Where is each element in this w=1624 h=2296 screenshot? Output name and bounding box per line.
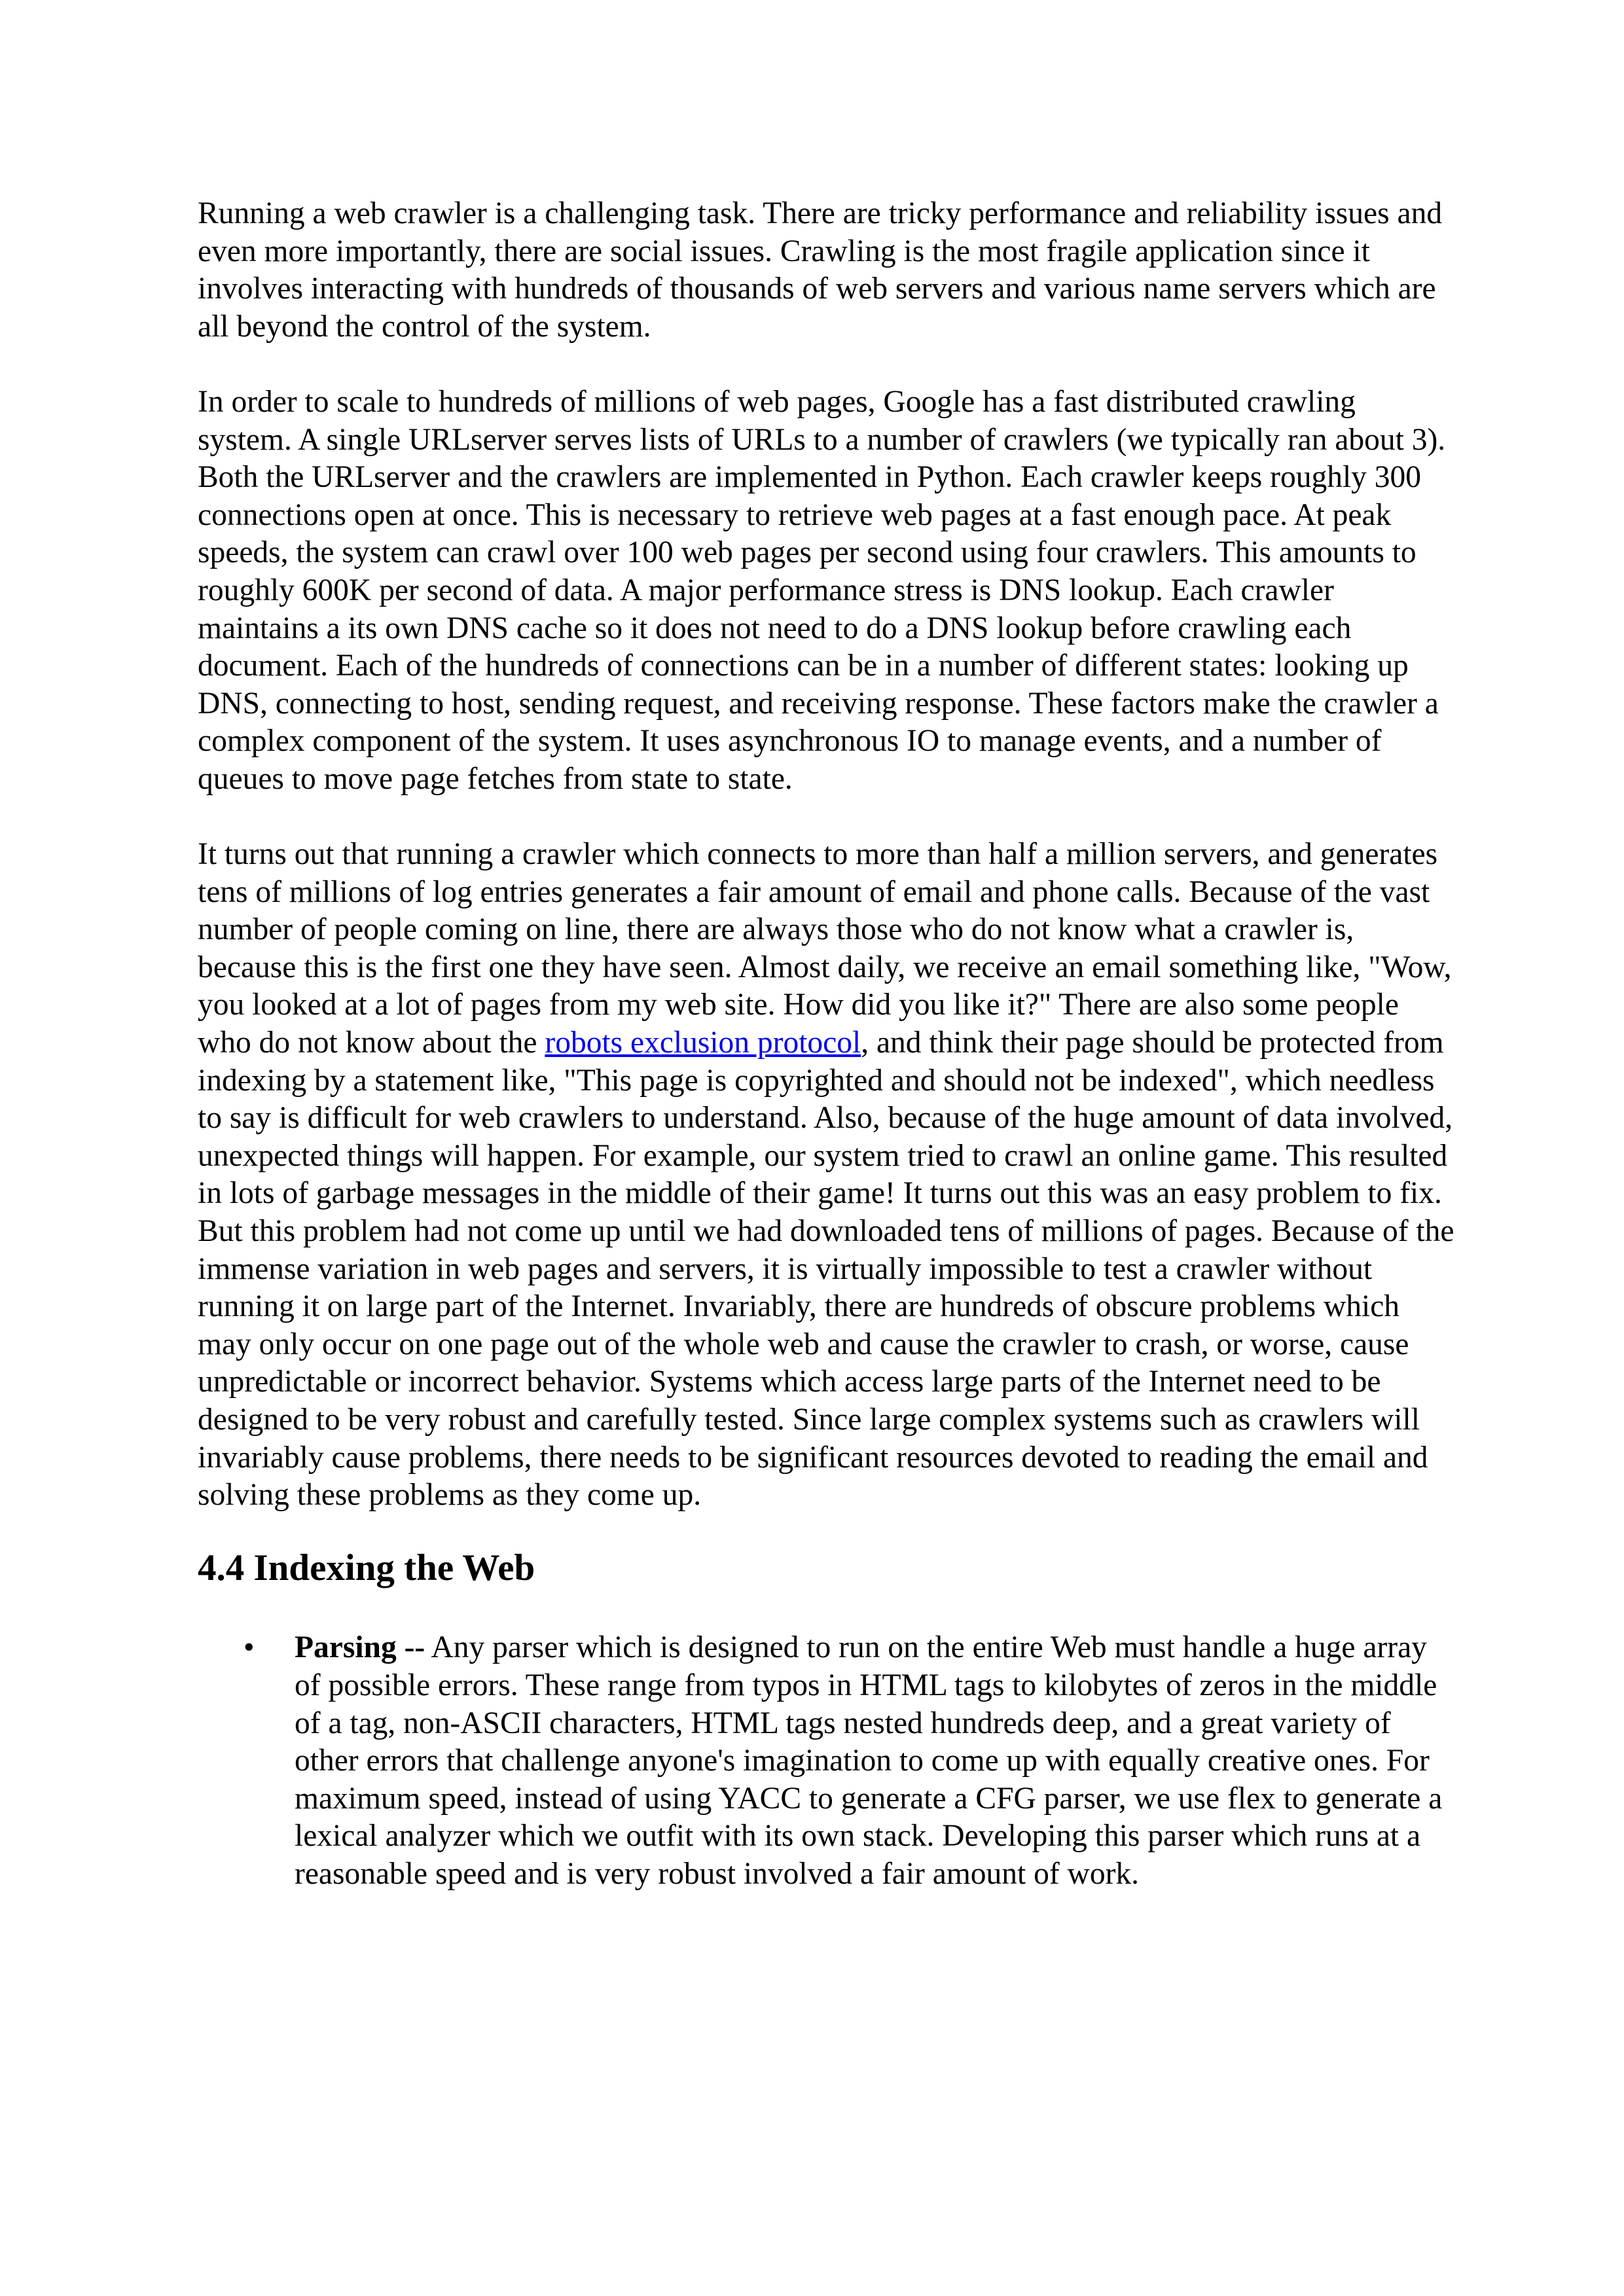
section-heading: 4.4 Indexing the Web bbox=[198, 1547, 535, 1589]
paragraph-crawler-challenges: Running a web crawler is a challenging task. There are tricky performance and reliability issues and even more importantly, there are social issues. Crawling is the most fragile application since it involves interacting with hundreds of thousands of web servers and various name servers which are all beyond the control of the system. bbox=[198, 196, 1443, 344]
list-item bbox=[198, 1629, 1454, 1893]
paragraph-text-after-link: , and think their page should be protected from indexing by a statement like, "This page is copyrighted and should not be indexed", which needless to say is difficult for web crawlers to understand. Also, because of the huge amount of data involved, unexpected things will happen. For example, our system tried to crawl an online game. This resulted in lots of garbage messages in the middle of their game! It turns out this was an easy problem to fix. But this problem had not come up until we had downloaded tens of millions of pages. Because of the immense variation in web pages and servers, it is virtually impossible to test a crawler without running it on large part of the Internet. Invariably, there are hundreds of obscure problems which may only occur on one page out of the whole web and cause the crawler to crash, or worse, cause unpredictable or incorrect behavior. Systems which access large parts of the Internet need to be designed to be very robust and carefully tested. Since large complex systems such as crawlers will invariably cause problems, there needs to be significant resources devoted to reading the email and solving these problems as they come up. bbox=[198, 1026, 1454, 1513]
paragraph-social-issues bbox=[198, 836, 1454, 1515]
bullet-icon: • bbox=[244, 1630, 255, 1665]
robots-exclusion-protocol-link[interactable]: robots exclusion protocol bbox=[545, 1026, 861, 1060]
list-item-text: Any parser which is designed to run on the entire Web must handle a huge array of possible errors. These range from typos in HTML tags to kilobytes of zeros in the middle of a tag, non-ASCII characters, HTML tags nested hundreds deep, and a great variety of other errors that challenge anyone's imagination to come up with equally creative ones. For maximum speed, instead of using YACC to generate a CFG parser, we use flex to generate a lexical analyzer which we outfit with its own stack. Developing this parser which runs at a reasonable speed and is very robust involved a fair amount of work. bbox=[295, 1630, 1443, 1891]
paragraph-distributed-crawling: In order to scale to hundreds of millions of web pages, Google has a fast distributed crawling system. A single URLserver serves lists of URLs to a number of crawlers (we typically ran about 3). Both the URLserver and the crawlers are implemented in Python. Each crawler keeps roughly 300 connections open at once. This is necessary to retrieve web pages at a fast enough pace. At peak speeds, the system can crawl over 100 web pages per second using four crawlers. This amounts to roughly 600K per second of data. A major performance stress is DNS lookup. Each crawler maintains a its own DNS cache so it does not need to do a DNS lookup before crawling each document. Each of the hundreds of connections can be in a number of different states: looking up DNS, connecting to host, sending request, and receiving response. These factors make the crawler a complex component of the system. It uses asynchronous IO to manage events, and a number of queues to move page fetches from state to state. bbox=[198, 384, 1446, 796]
document-page bbox=[198, 195, 1454, 1893]
paragraph-text-before-link: It turns out that running a crawler which connects to more than half a million servers, and generates tens of millions of log entries generates a fair amount of email and phone calls. Because of the vast number of people coming on line, there are always those who do not know what a crawler is, because this is the first one they have seen. Almost daily, we receive an email something like, "Wow, you looked at a lot of pages from my web site. How did you like it?" There are also some people who do not know about the bbox=[198, 837, 1452, 1060]
indexing-bullet-list bbox=[198, 1629, 1454, 1893]
list-item-term: Parsing -- bbox=[295, 1630, 425, 1665]
